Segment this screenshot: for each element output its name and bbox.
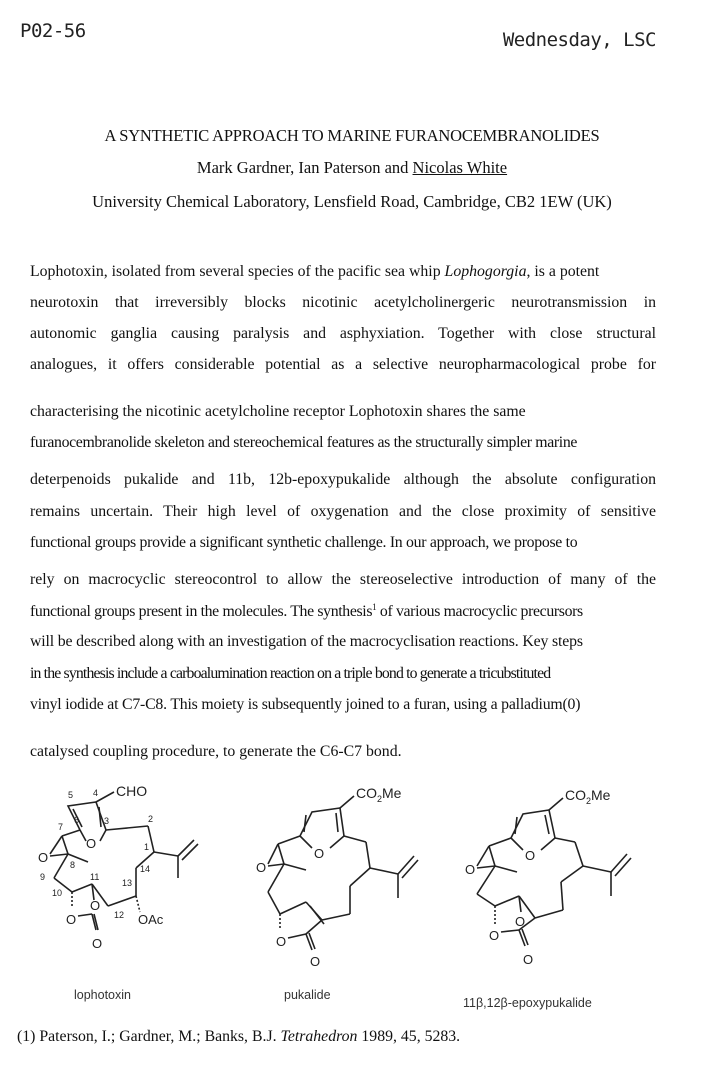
svg-text:O: O — [489, 928, 500, 943]
svg-text:O: O — [90, 898, 101, 913]
page-title: A SYNTHETIC APPROACH TO MARINE FURANOCEMBRANOLIDES — [104, 126, 600, 145]
abstract-line: Lophotoxin, isolated from several species of the pacific sea whip Lophogorgia, is a potent — [30, 263, 600, 280]
svg-text:O: O — [276, 934, 287, 949]
epoxypukalide-structure-diagram — [445, 778, 665, 988]
footnote-ref: 1 — [372, 602, 377, 612]
svg-text:O: O — [314, 846, 325, 861]
svg-text:4: 4 — [93, 788, 99, 798]
abstract-line: characterising the nicotinic acetylcholine receptor Lophotoxin shares the same — [30, 403, 526, 420]
svg-text:O: O — [92, 936, 103, 951]
abstract-line: catalysed coupling procedure, to generate the C6-C7 bond. — [30, 743, 402, 760]
structure-epoxypukalide — [445, 778, 665, 1008]
svg-text:6: 6 — [74, 815, 80, 825]
svg-text:O: O — [66, 912, 77, 927]
abstract-line: analogues, it offers considerable potential as a selective neuropharmacological probe for — [30, 356, 656, 373]
oac-label: OAc — [138, 912, 164, 927]
svg-text:O: O — [525, 848, 536, 863]
journal-name: Tetrahedron — [280, 1028, 358, 1045]
svg-text:O: O — [256, 860, 267, 875]
structure-pukalide — [240, 778, 440, 1008]
svg-text:O: O — [465, 862, 476, 877]
presenting-author: Nicolas White — [412, 158, 508, 177]
abstract-code: P02-56 — [20, 20, 86, 42]
svg-text:O: O — [523, 952, 534, 967]
svg-text:12: 12 — [114, 910, 125, 920]
oxygen-label: O — [86, 836, 97, 851]
abstract-line: autonomic ganglia causing paralysis and asphyxiation. Together with close structural — [30, 325, 656, 342]
svg-text:1: 1 — [144, 842, 150, 852]
abstract-line: in the synthesis include a carboalumination reaction on a triple bond to generate a tricubstituted — [30, 665, 551, 682]
structures-figure — [0, 778, 704, 1018]
structure-label: pukalide — [284, 988, 331, 1002]
abstract-line: functional groups present in the molecules. The synthesis$^1$ of various macrocyclic precursors — [30, 602, 583, 620]
cho-label: CHO — [116, 783, 148, 799]
structure-lophotoxin — [28, 778, 228, 1008]
svg-text:9: 9 — [40, 872, 46, 882]
abstract-line: furanocembranolide skeleton and stereochemical features as the structurally simpler marine — [30, 434, 578, 451]
genus-name: Lophogorgia — [444, 263, 527, 280]
lophotoxin-structure-diagram — [28, 778, 228, 988]
svg-text:10: 10 — [52, 888, 63, 898]
abstract-line: will be described along with an investigation of the macrocyclisation reactions. Key steps — [30, 633, 583, 650]
authors-list: Mark Gardner, Ian Paterson and — [196, 158, 413, 177]
structure-label: 11β,12β-epoxypukalide — [463, 996, 592, 1010]
svg-text:5: 5 — [68, 790, 74, 800]
co2me-label: $CO_2Me$ — [356, 785, 402, 804]
svg-text:2: 2 — [148, 814, 154, 824]
affiliation: University Chemical Laboratory, Lensfield Road, Cambridge, CB2 1EW (UK) — [92, 192, 612, 211]
svg-text:O: O — [515, 914, 526, 929]
abstract-line: neurotoxin that irreversibly blocks nicotinic acetylcholinergeric neurotransmission in — [30, 294, 656, 311]
abstract-line: functional groups provide a significant synthetic challenge. In our approach, we propose to — [30, 534, 578, 551]
co2me-label: $CO_2Me$ — [565, 787, 611, 806]
structure-label: lophotoxin — [74, 988, 131, 1002]
svg-text:7: 7 — [58, 822, 64, 832]
pukalide-structure-diagram — [240, 778, 440, 988]
abstract-line: vinyl iodide at C7-C8. This moiety is subsequently joined to a furan, using a palladium(0) — [30, 696, 581, 713]
abstract-line: rely on macrocyclic stereocontrol to allow the stereoselective introduction of many of the — [30, 571, 656, 588]
abstract-line: remains uncertain. Their high level of oxygenation and the close proximity of sensitive — [30, 503, 656, 520]
abstract-line: deterpenoids pukalide and 11b, 12b-epoxypukalide although the absolute configuration — [30, 471, 656, 488]
authors — [0, 158, 704, 178]
svg-text:8: 8 — [70, 860, 76, 870]
svg-text:13: 13 — [122, 878, 133, 888]
svg-text:11: 11 — [90, 872, 100, 882]
footnote-reference: (1) Paterson, I.; Gardner, M.; Banks, B.J. Tetrahedron 1989, 45, 5283. — [17, 1028, 461, 1045]
svg-text:3: 3 — [104, 816, 110, 826]
svg-text:14: 14 — [140, 864, 151, 874]
svg-text:O: O — [38, 850, 49, 865]
session-label: Wednesday, LSC — [502, 29, 656, 51]
svg-text:O: O — [310, 954, 321, 969]
